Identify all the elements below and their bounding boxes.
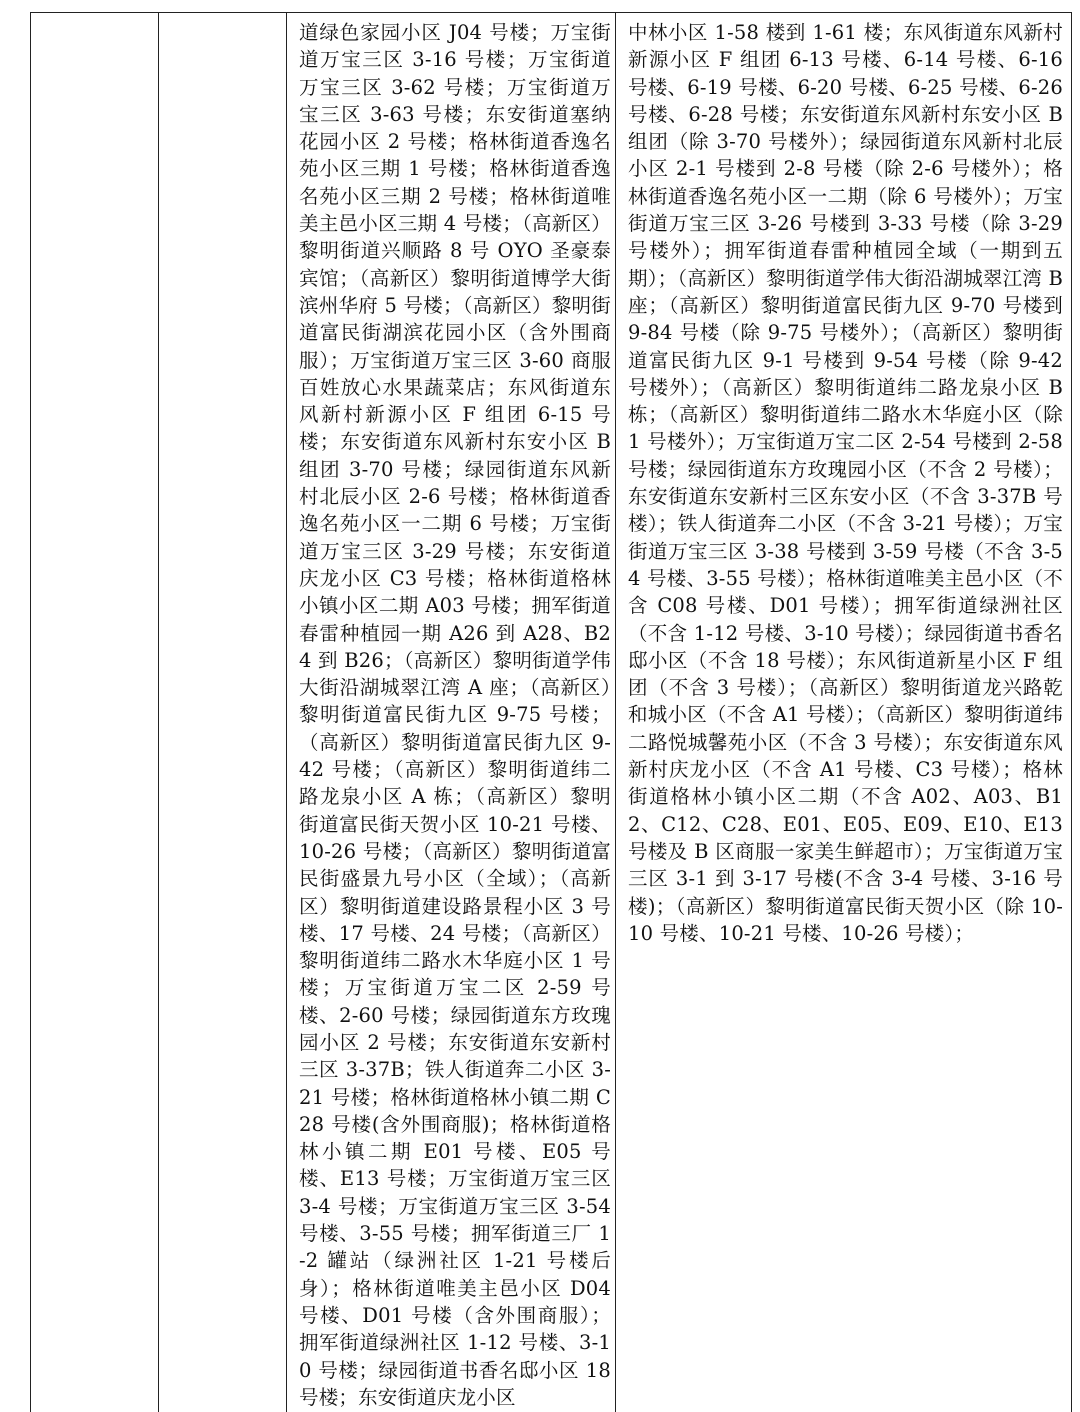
zone-list-table <box>30 12 1072 1412</box>
area-list-text: 道绿色家园小区 J04 号楼；万宝街道万宝三区 3-16 号楼；万宝街道万宝三区 3-62 号楼；万宝街道万宝三区 3-63 号楼；东安街道塞纳花园小区 2 号楼；格林街道香逸名苑小区三期 1 号楼；格林街道香逸名苑小区三期 2 号楼；格林街道唯美主邑小区三期 4 号楼；（高新区）黎明街道兴顺路 8 号 OYO 圣豪泰宾馆；（高新区）黎明街道博学大街滨州华府 5 号楼；（高新区）黎明街道富民街湖滨花园小区（含外围商服）；万宝街道万宝三区 3-60 商服百姓放心水果蔬菜店；东风街道东风新村新源小区 F 组团 6-15 号楼；东安街道东风新村东安小区 B 组团 3-70 号楼；绿园街道东风新村北辰小区 2-6 号楼；格林街道香逸名苑小区一二期 6 号楼；万宝街道万宝三区 3-29 号楼；东安街道庆龙小区 C3 号楼；格林街道格林小镇小区二期 A03 号楼；拥军街道春雷种植园一期 A26 到 A28、B24 到 B26；（高新区）黎明街道学伟大街沿湖城翠江湾 A 座；（高新区）黎明街道富民街九区 9-75 号楼；（高新区）黎明街道富民街九区 9-42 号楼；（高新区）黎明街道纬二路龙泉小区 A 栋；（高新区）黎明街道富民街天贺小区 10-21 号楼、10-26 号楼；（高新区）黎明街道富民街盛景九号小区（全域）；（高新区）黎明街道建设路景程小区 3 号楼、17 号楼、24 号楼；（高新区）黎明街道纬二路水木华庭小区 1 号楼；万宝街道万宝二区 2-59 号楼、2-60 号楼；绿园街道东方玫瑰园小区 2 号楼；东安街道东安新村三区 3-37B；铁人街道奔二小区 3-21 号楼；格林街道格林小镇二期 C28 号楼(含外围商服)；格林街道格林小镇二期 E01 号楼、E05 号楼、E13 号楼；万宝街道万宝三区 3-4 号楼；万宝街道万宝三区 3-54 号楼、3-55 号楼；拥军街道三厂 1-2 罐站（绿洲社区 1-21 号楼后身）；格林街道唯美主邑小区 D04 号楼、D01 号楼（含外围商服）；拥军街道绿洲社区 1-12 号楼、3-10 号楼；绿园街道书香名邸小区 18 号楼；东安街道庆龙小区 <box>299 21 611 1409</box>
table-cell-col2 <box>159 13 286 1412</box>
table-cell-col1 <box>31 13 158 1412</box>
table-cell-exclusion-list <box>616 13 1071 1412</box>
table-cell-area-list <box>287 13 615 1412</box>
exclusion-list-text: 中林小区 1-58 楼到 1-61 楼；东风街道东风新村新源小区 F 组团 6-13 号楼、6-14 号楼、6-16 号楼、6-19 号楼、6-20 号楼、6-25 号楼、6-26 号楼、6-28 号楼；东安街道东风新村东安小区 B 组团（除 3-70 号楼外）；绿园街道东风新村北辰小区 2-1 号楼到 2-8 号楼（除 2-6 号楼外）；格林街道香逸名苑小区一二期（除 6 号楼外）；万宝街道万宝三区 3-26 号楼到 3-33 号楼（除 3-29 号楼外）；拥军街道春雷种植园全域（一期到五期）；（高新区）黎明街道学伟大街沿湖城翠江湾 B 座；（高新区）黎明街道富民街九区 9-70 号楼到 9-84 号楼（除 9-75 号楼外）；（高新区）黎明街道富民街九区 9-1 号楼到 9-54 号楼（除 9-42 号楼外）；（高新区）黎明街道纬二路龙泉小区 B 栋；（高新区）黎明街道纬二路水木华庭小区（除 1 号楼外）；万宝街道万宝二区 2-54 号楼到 2-58 号楼；绿园街道东方玫瑰园小区（不含 2 号楼）；东安街道东安新村三区东安小区（不含 3-37B 号楼）；铁人街道奔二小区（不含 3-21 号楼）；万宝街道万宝三区 3-38 号楼到 3-59 号楼（不含 3-54 号楼、3-55 号楼）；格林街道唯美主邑小区（不含 C08 号楼、D01 号楼）；拥军街道绿洲社区（不含 1-12 号楼、3-10 号楼）；绿园街道书香名邸小区（不含 18 号楼）；东风街道新星小区 F 组团（不含 3 号楼）；（高新区）黎明街道龙兴路乾和城小区（不含 A1 号楼）；（高新区）黎明街道纬二路悦城馨苑小区（不含 3 号楼）；东安街道东风新村庆龙小区（不含 A1 号楼、C3 号楼）；格林街道格林小镇小区二期（不含 A02、A03、B12、C12、C28、E01、E05、E09、E10、E13 号楼及 B 区商服一家美生鲜超市）；万宝街道万宝三区 3-1 到 3-17 号楼(不含 3-4 号楼、3-16 号楼)；（高新区）黎明街道富民街天贺小区（除 10-10 号楼、10-21 号楼、10-26 号楼）； <box>628 21 1063 945</box>
